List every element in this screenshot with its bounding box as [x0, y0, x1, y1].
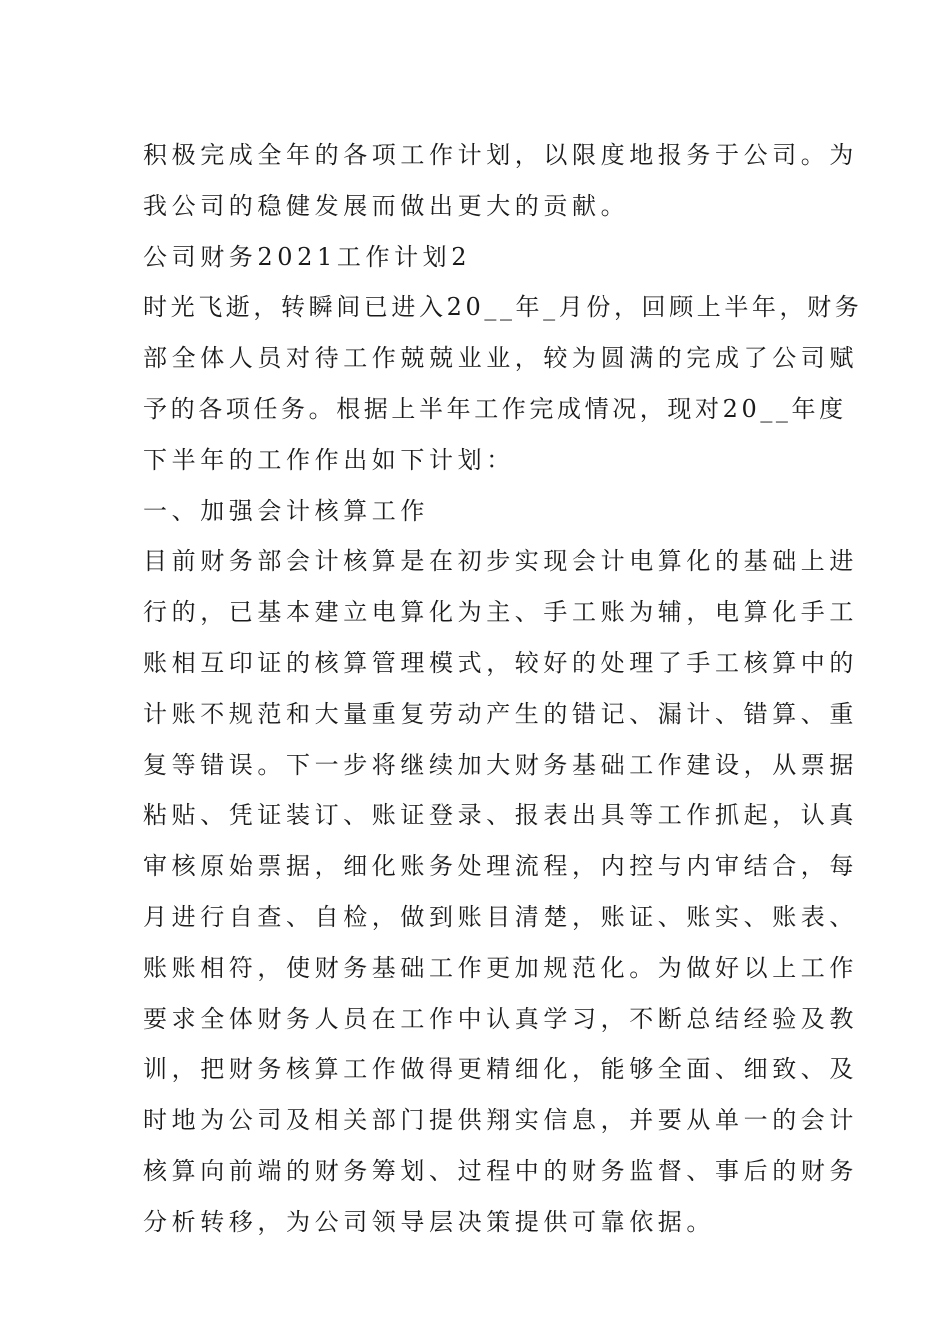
paragraph-line: 积极完成全年的各项工作计划，以限度地报务于公司。为	[143, 141, 858, 169]
paragraph-line: 我公司的稳健发展而做出更大的贡献。	[143, 191, 630, 220]
document-body	[143, 130, 863, 1248]
paragraph-line: 时光飞逝，转瞬间已进入20__年_月份，回顾上半年，财务	[143, 293, 863, 322]
paragraph-line: 审核原始票据，细化账务处理流程，内控与内审结合，每	[143, 852, 858, 881]
paragraph-line: 下半年的工作作出如下计划：	[143, 445, 515, 474]
paragraph-line: 训，把财务核算工作做得更精细化，能够全面、细致、及	[143, 1055, 858, 1084]
paragraph-line: 分析转移，为公司领导层决策提供可靠依据。	[143, 1207, 715, 1236]
paragraph-line: 核算向前端的财务筹划、过程中的财务监督、事后的财务	[143, 1156, 858, 1185]
paragraph-line: 计账不规范和大量重复劳动产生的错记、漏计、错算、重	[143, 699, 858, 728]
subsection-heading: 一、加强会计核算工作	[143, 496, 429, 525]
paragraph-line: 账账相符，使财务基础工作更加规范化。为做好以上工作	[143, 953, 858, 982]
paragraph-line: 复等错误。下一步将继续加大财务基础工作建设，从票据	[143, 750, 858, 779]
paragraph-line: 部全体人员对待工作兢兢业业，较为圆满的完成了公司赋	[143, 344, 858, 373]
paragraph-line: 目前财务部会计核算是在初步实现会计电算化的基础上进	[143, 547, 858, 576]
paragraph-line: 粘贴、凭证装订、账证登录、报表出具等工作抓起，认真	[143, 801, 858, 830]
paragraph-line: 予的各项任务。根据上半年工作完成情况，现对20__年度	[143, 394, 847, 423]
paragraph-line: 行的，已基本建立电算化为主、手工账为辅，电算化手工	[143, 598, 858, 627]
paragraph-line: 账相互印证的核算管理模式，较好的处理了手工核算中的	[143, 648, 858, 677]
paragraph-line: 月进行自查、自检，做到账目清楚，账证、账实、账表、	[143, 902, 858, 931]
paragraph-line: 时地为公司及相关部门提供翔实信息，并要从单一的会计	[143, 1106, 858, 1135]
section-heading: 公司财务2021工作计划2	[143, 242, 472, 271]
paragraph-line: 要求全体财务人员在工作中认真学习，不断总结经验及教	[143, 1004, 858, 1033]
